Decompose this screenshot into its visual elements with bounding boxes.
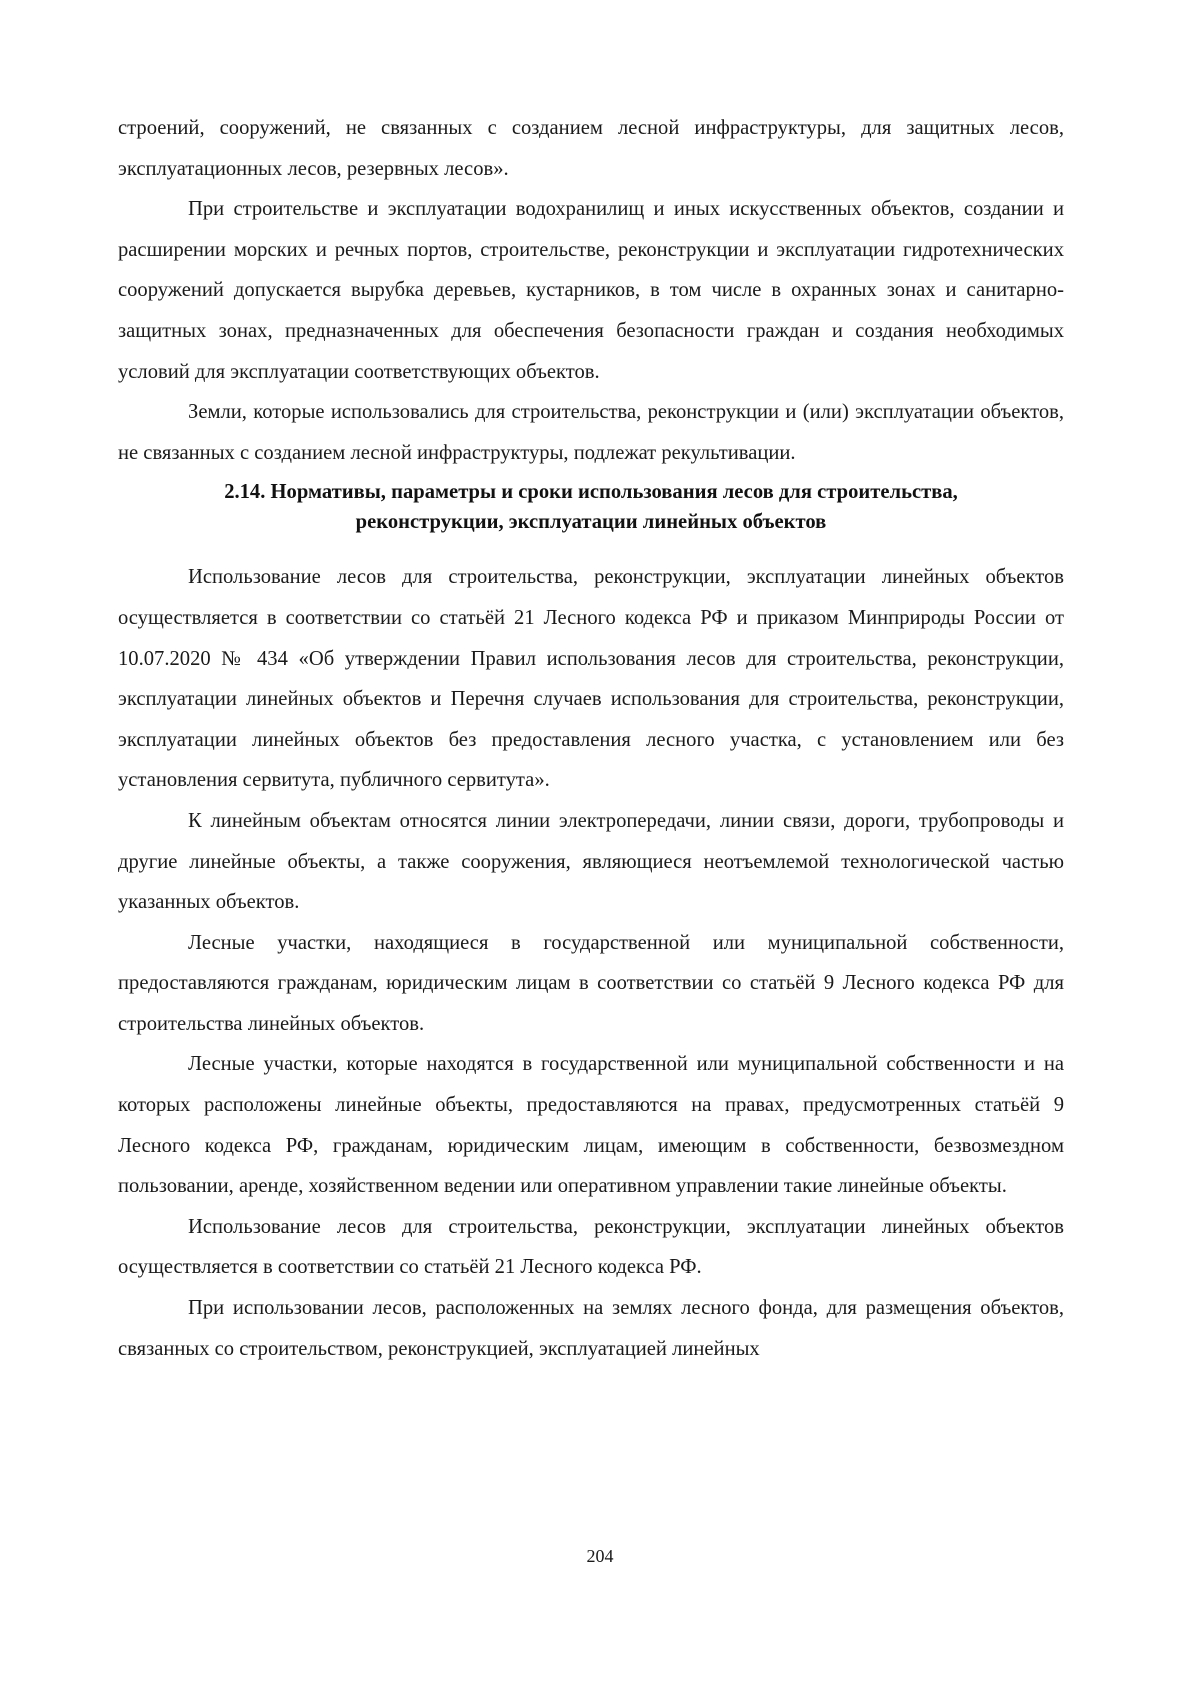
paragraph-forest-use-order: Использование лесов для строительства, реконструкции, эксплуатации линейных объектов осуществляется в соответствии со статьёй 21 Лесного кодекса РФ и приказом Минприроды России от 10.07.2020 № 434 «Об утверждении Правил использования лесов для строительства, реконструкции, эксплуатации линейных объектов и Перечня случаев использования для строительства, реконструкции, эксплуатации линейных объектов без предоставления лесного участка, с установлением или без установления сервитута, публичного сервитута».	[118, 566, 1064, 792]
page-content	[118, 108, 1064, 1369]
paragraph-article-21: Использование лесов для строительства, реконструкции, эксплуатации линейных объектов осуществляется в соответствии со статьёй 21 Лесного кодекса РФ.	[118, 1215, 1064, 1279]
paragraph-reservoirs: При строительстве и эксплуатации водохранилищ и иных искусственных объектов, создании и расширении морских и речных портов, строительстве, реконструкции и эксплуатации гидротехнических сооружений допускается вырубка деревьев, кустарников, в том числе в охранных зонах и санитарно-защитных зонах, предназначенных для обеспечения безопасности граждан и создания необходимых условий для эксплуатации соответствующих объектов.	[118, 198, 1064, 383]
section-heading	[118, 477, 1064, 537]
page-number: 204	[586, 1546, 614, 1566]
paragraph-continuation: строений, сооружений, не связанных с созданием лесной инфраструктуры, для защитных лесов, эксплуатационных лесов, резервных лесов».	[118, 117, 1064, 180]
paragraph-plots-with-objects: Лесные участки, которые находятся в государственной или муниципальной собственности и на которых расположены линейные объекты, предоставляются на правах, предусмотренных статьёй 9 Лесного кодекса РФ, гражданам, юридическим лицам, имеющим в собственности, безвозмездном пользовании, аренде, хозяйственном ведении или оперативном управлении такие линейные объекты.	[118, 1053, 1064, 1198]
paragraph-linear-objects-definition: К линейным объектам относятся линии электропередачи, линии связи, дороги, трубопроводы и другие линейные объекты, а также сооружения, являющиеся неотъемлемой технологической частью указанных объектов.	[118, 809, 1064, 914]
section-heading-line-2: реконструкции, эксплуатации линейных объектов	[355, 511, 827, 534]
paragraph-plots-provision: Лесные участки, находящиеся в государственной или муниципальной собственности, предоставляются гражданам, юридическим лицам в соответствии со статьёй 9 Лесного кодекса РФ для строительства линейных объектов.	[118, 931, 1064, 1035]
paragraph-land-recultivation: Земли, которые использовались для строительства, реконструкции и (или) эксплуатации объектов, не связанных с созданием лесной инфраструктуры, подлежат рекультивации.	[118, 401, 1064, 464]
section-heading-line-1: 2.14. Нормативы, параметры и сроки использования лесов для строительства,	[224, 481, 958, 504]
paragraph-forest-fund-placement: При использовании лесов, расположенных на землях лесного фонда, для размещения объектов, связанных со строительством, реконструкцией, эксплуатацией линейных	[118, 1297, 1064, 1360]
